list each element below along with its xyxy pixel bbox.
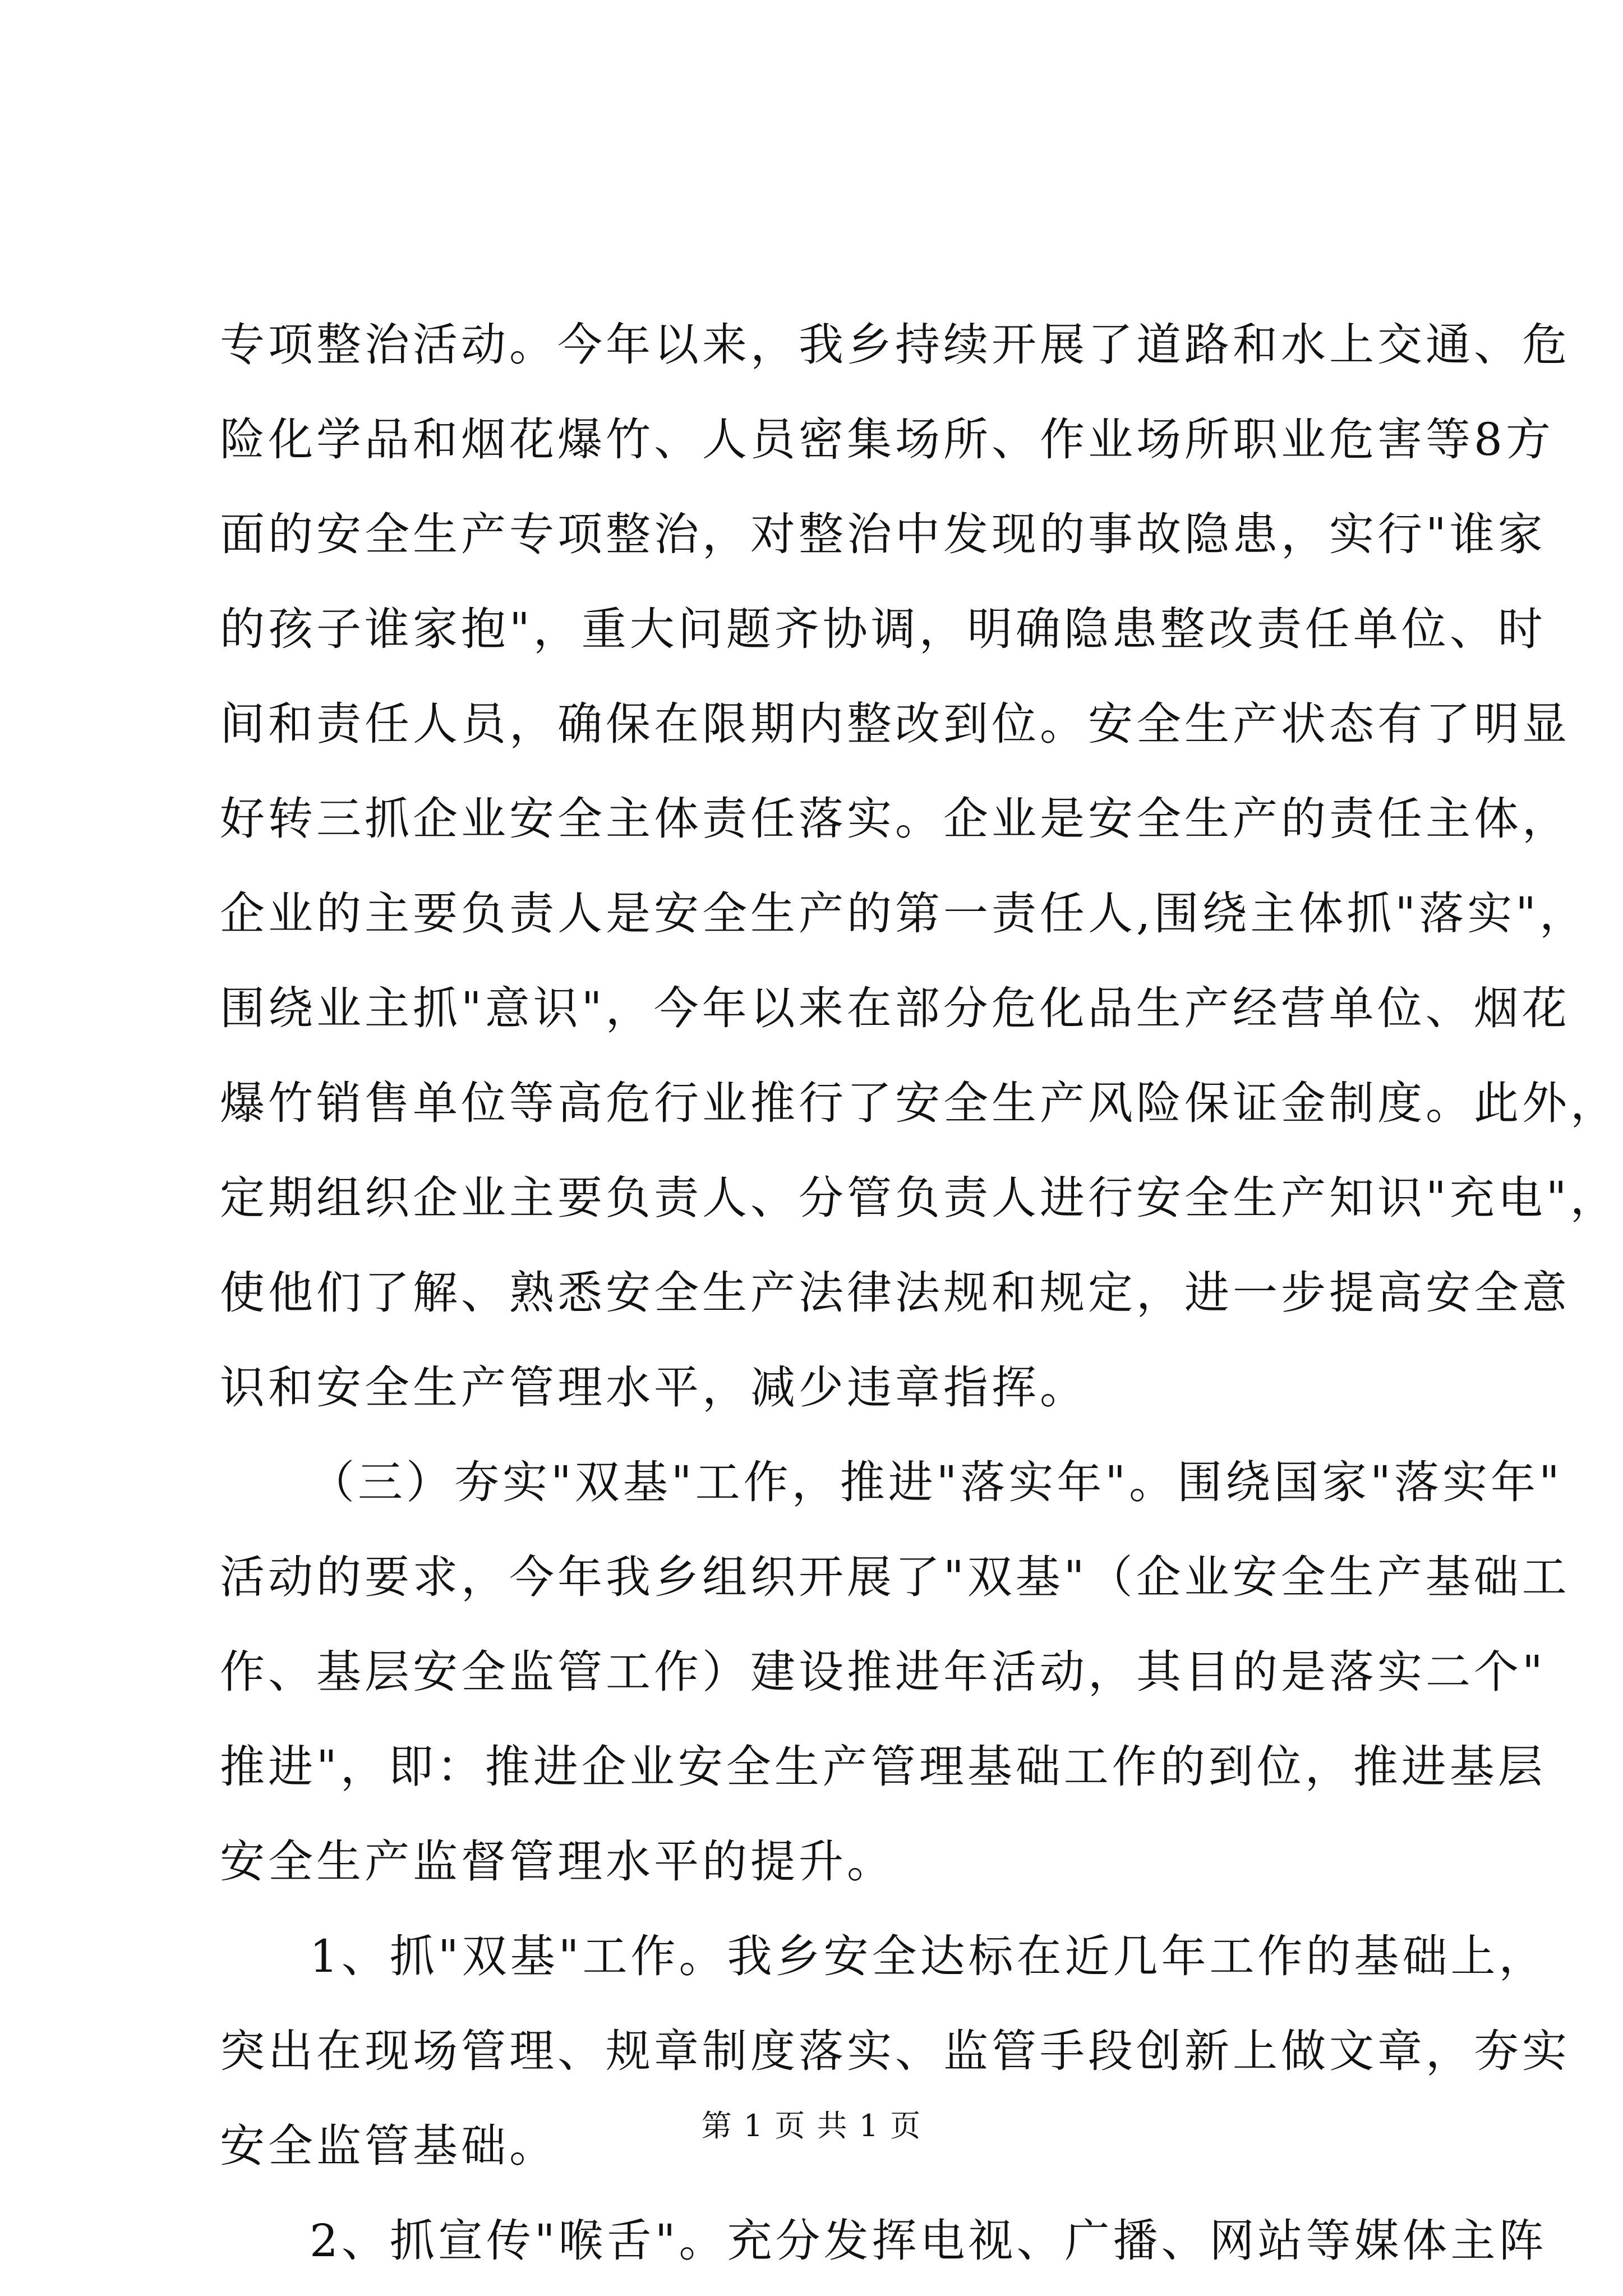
text-line: 好转三抓企业安全主体责任落实。企业是安全生产的责任主体， xyxy=(220,793,1570,845)
text-line: 险化学品和烟花爆竹、人员密集场所、作业场所职业危害等8方 xyxy=(220,413,1554,466)
text-line: 间和责任人员，确保在限期内整改到位。安全生产状态有了明显 xyxy=(220,698,1570,750)
text-line: 识和安全生产管理水平，减少违章指挥。 xyxy=(220,1361,1088,1414)
text-line: 专项整治活动。今年以来，我乡持续开展了道路和水上交通、危 xyxy=(220,319,1570,371)
text-line: 使他们了解、熟悉安全生产法律法规和规定，进一步提高安全意 xyxy=(220,1267,1570,1319)
text-line: 推进"，即：推进企业安全生产管理基础工作的到位，推进基层 xyxy=(220,1741,1546,1793)
list-item-line: 2、抓宣传"喉舌"。充分发挥电视、广播、网站等媒体主阵 xyxy=(310,2215,1547,2267)
text-line: 面的安全生产专项整治，对整治中发现的事故隐患，实行"谁家 xyxy=(220,508,1546,560)
list-item-line: 1、抓"双基"工作。我乡安全达标在近几年工作的基础上， xyxy=(310,1930,1547,1982)
section-heading-line: （三）夯实"双基"工作，推进"落实年"。围绕国家"落实年" xyxy=(310,1456,1563,1508)
text-line: 爆竹销售单位等高危行业推行了安全生产风险保证金制度。此外， xyxy=(220,1077,1619,1129)
text-line: 突出在现场管理、规章制度落实、监管手段创新上做文章，夯实 xyxy=(220,2025,1570,2077)
text-line: 企业的主要负责人是安全生产的第一责任人,围绕主体抓"落实"， xyxy=(220,887,1588,940)
page-number-label: 第 1 页 共 1 页 xyxy=(701,2108,922,2143)
text-line: 的孩子谁家抱"，重大问题齐协调，明确隐患整改责任单位、时 xyxy=(220,603,1546,655)
text-line: 定期组织企业主要负责人、分管负责人进行安全生产知识"充电"， xyxy=(220,1172,1619,1224)
text-line: 安全生产监督管理水平的提升。 xyxy=(220,1835,895,1888)
text-line: 作、基层安全监管工作）建设推进年活动，其目的是落实二个" xyxy=(220,1646,1546,1698)
text-line: 活动的要求，今年我乡组织开展了"双基"（企业安全生产基础工 xyxy=(220,1551,1570,1603)
text-line: 围绕业主抓"意识"，今年以来在部分危化品生产经营单位、烟花 xyxy=(220,982,1570,1034)
page-footer xyxy=(0,2106,1623,2146)
text-line: 安全监管基础。 xyxy=(220,2120,557,2172)
document-body xyxy=(220,297,1619,2288)
